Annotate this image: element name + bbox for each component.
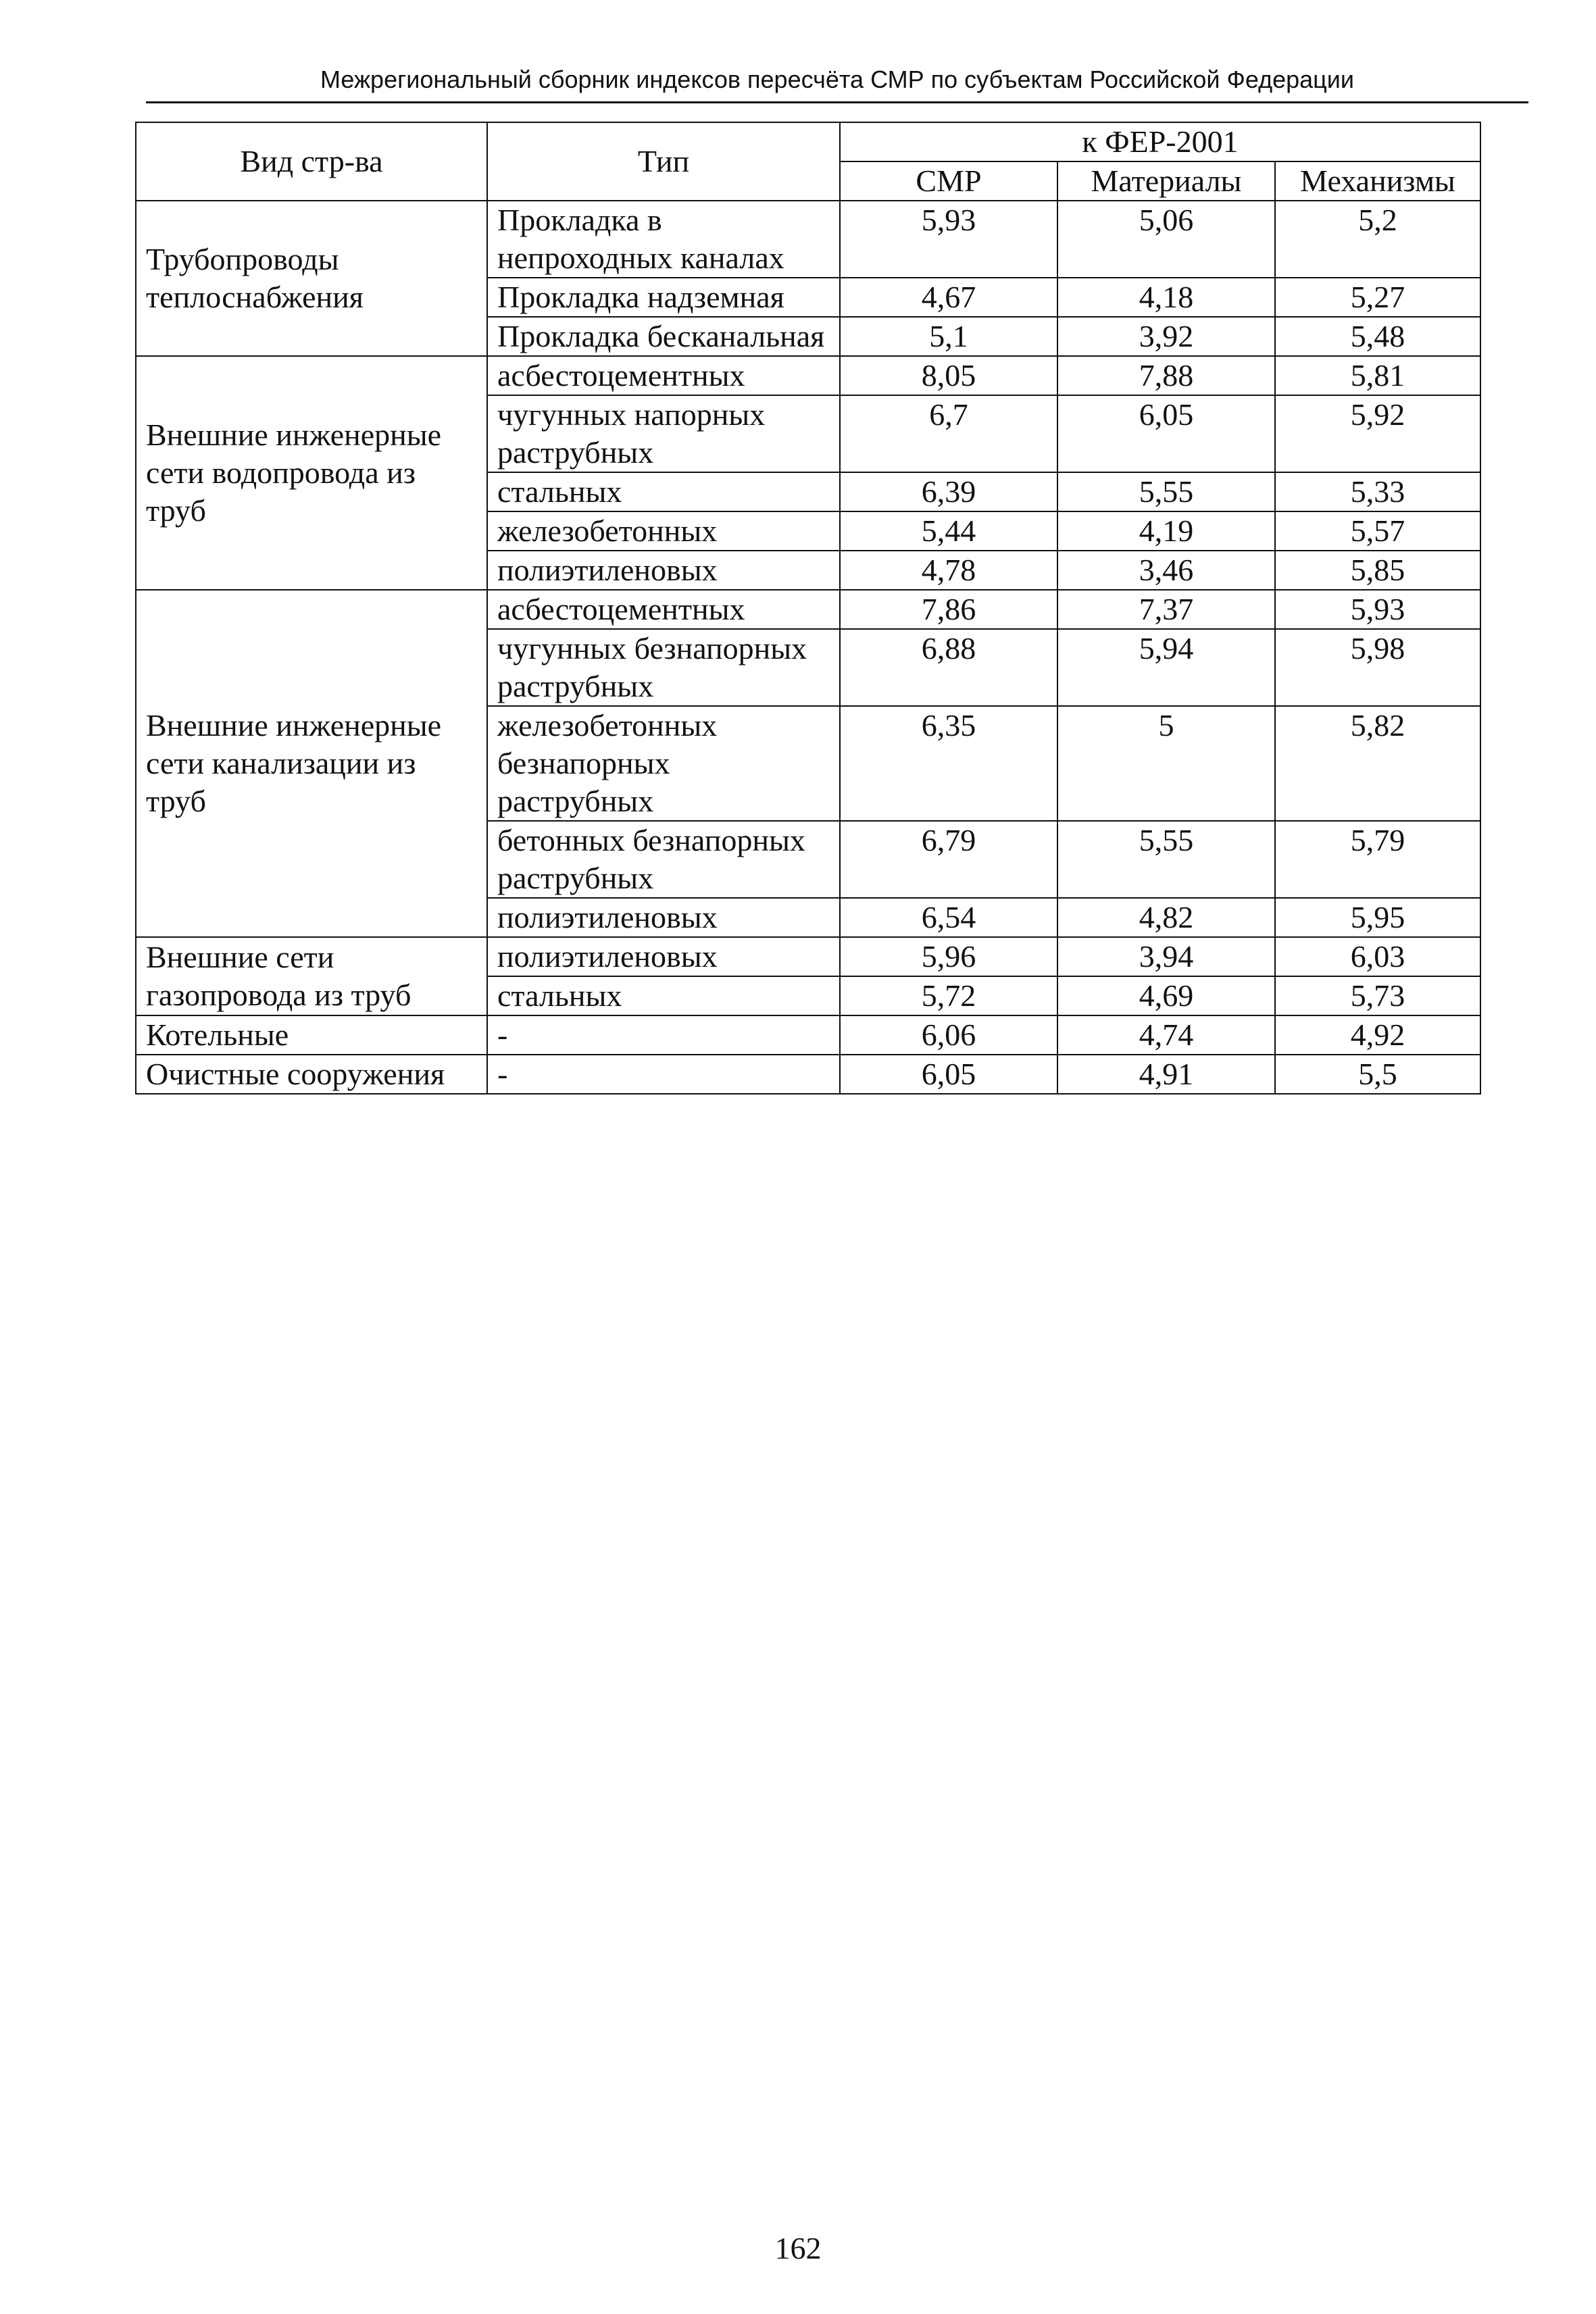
mechanisms-cell: 5,5 <box>1275 1055 1480 1094</box>
mechanisms-cell: 5,27 <box>1275 278 1480 317</box>
page-number: 162 <box>774 2231 822 2265</box>
mechanisms-cell: 5,82 <box>1275 706 1480 821</box>
index-table <box>135 122 1481 1095</box>
mechanisms-cell: 5,57 <box>1275 511 1480 551</box>
materials-cell: 4,74 <box>1057 1015 1275 1055</box>
type-cell: стальных <box>487 472 840 511</box>
type-cell: чугунных напорных раструбных <box>487 395 840 472</box>
smr-cell: 4,67 <box>840 278 1057 317</box>
type-cell: - <box>487 1015 840 1055</box>
materials-cell: 3,92 <box>1057 317 1275 356</box>
materials-cell: 4,19 <box>1057 511 1275 551</box>
materials-cell: 4,18 <box>1057 278 1275 317</box>
category-cell: Очистные сооружения <box>136 1055 487 1094</box>
mechanisms-cell: 5,92 <box>1275 395 1480 472</box>
materials-cell: 7,37 <box>1057 590 1275 629</box>
col-header-materials: Материалы <box>1057 161 1275 201</box>
table-head <box>136 122 1480 201</box>
category-cell: Внешние сети газопровода из труб <box>136 937 487 1015</box>
smr-cell: 6,88 <box>840 629 1057 706</box>
smr-cell: 5,93 <box>840 201 1057 278</box>
smr-cell: 6,06 <box>840 1015 1057 1055</box>
category-cell: Котельные <box>136 1015 487 1055</box>
type-cell: асбестоцементных <box>487 590 840 629</box>
type-cell: полиэтиленовых <box>487 898 840 937</box>
type-cell: бетонных безнапорных раструбных <box>487 821 840 898</box>
mechanisms-cell: 5,98 <box>1275 629 1480 706</box>
materials-cell: 5,94 <box>1057 629 1275 706</box>
page-header <box>146 62 1528 103</box>
materials-cell: 5,55 <box>1057 821 1275 898</box>
smr-cell: 6,39 <box>840 472 1057 511</box>
mechanisms-cell: 5,2 <box>1275 201 1480 278</box>
table-header-row <box>136 122 1480 161</box>
col-header-group: к ФЕР-2001 <box>840 122 1480 161</box>
table-row <box>136 937 1480 976</box>
table-row <box>136 356 1480 395</box>
materials-cell: 4,82 <box>1057 898 1275 937</box>
smr-cell: 5,72 <box>840 976 1057 1015</box>
materials-cell: 5,55 <box>1057 472 1275 511</box>
category-cell: Трубопроводы теплоснабжения <box>136 201 487 356</box>
smr-cell: 6,35 <box>840 706 1057 821</box>
smr-cell: 5,1 <box>840 317 1057 356</box>
type-cell: полиэтиленовых <box>487 937 840 976</box>
mechanisms-cell: 5,33 <box>1275 472 1480 511</box>
materials-cell: 3,46 <box>1057 551 1275 590</box>
materials-cell: 4,69 <box>1057 976 1275 1015</box>
type-cell: асбестоцементных <box>487 356 840 395</box>
table-row <box>136 590 1480 629</box>
mechanisms-cell: 5,81 <box>1275 356 1480 395</box>
smr-cell: 7,86 <box>840 590 1057 629</box>
materials-cell: 5 <box>1057 706 1275 821</box>
mechanisms-cell: 5,48 <box>1275 317 1480 356</box>
type-cell: стальных <box>487 976 840 1015</box>
page-header-title: Межрегиональный сборник индексов пересчёта СМР по субъектам Российской Федерации <box>320 66 1355 93</box>
type-cell: Прокладка надземная <box>487 278 840 317</box>
materials-cell: 6,05 <box>1057 395 1275 472</box>
materials-cell: 7,88 <box>1057 356 1275 395</box>
table-body <box>136 201 1480 1094</box>
materials-cell: 4,91 <box>1057 1055 1275 1094</box>
col-header-smr: СМР <box>840 161 1057 201</box>
mechanisms-cell: 5,85 <box>1275 551 1480 590</box>
smr-cell: 6,7 <box>840 395 1057 472</box>
smr-cell: 5,44 <box>840 511 1057 551</box>
type-cell: полиэтиленовых <box>487 551 840 590</box>
category-cell: Внешние инженерные сети канализации из труб <box>136 590 487 937</box>
mechanisms-cell: 5,79 <box>1275 821 1480 898</box>
materials-cell: 3,94 <box>1057 937 1275 976</box>
type-cell: чугунных безнапорных раструбных <box>487 629 840 706</box>
col-header-vid: Вид стр-ва <box>136 122 487 201</box>
col-header-mechanisms: Механизмы <box>1275 161 1480 201</box>
smr-cell: 6,54 <box>840 898 1057 937</box>
type-cell: - <box>487 1055 840 1094</box>
smr-cell: 4,78 <box>840 551 1057 590</box>
materials-cell: 5,06 <box>1057 201 1275 278</box>
type-cell: железобетонных <box>487 511 840 551</box>
smr-cell: 8,05 <box>840 356 1057 395</box>
category-cell: Внешние инженерные сети водопровода из труб <box>136 356 487 590</box>
mechanisms-cell: 4,92 <box>1275 1015 1480 1055</box>
smr-cell: 6,05 <box>840 1055 1057 1094</box>
table-row <box>136 1055 1480 1094</box>
mechanisms-cell: 6,03 <box>1275 937 1480 976</box>
type-cell: Прокладка бесканальная <box>487 317 840 356</box>
table-row <box>136 201 1480 278</box>
type-cell: железобетонных безнапорных раструбных <box>487 706 840 821</box>
smr-cell: 5,96 <box>840 937 1057 976</box>
mechanisms-cell: 5,93 <box>1275 590 1480 629</box>
smr-cell: 6,79 <box>840 821 1057 898</box>
mechanisms-cell: 5,95 <box>1275 898 1480 937</box>
type-cell: Прокладка в непроходных каналах <box>487 201 840 278</box>
mechanisms-cell: 5,73 <box>1275 976 1480 1015</box>
table-row <box>136 1015 1480 1055</box>
col-header-tip: Тип <box>487 122 840 201</box>
